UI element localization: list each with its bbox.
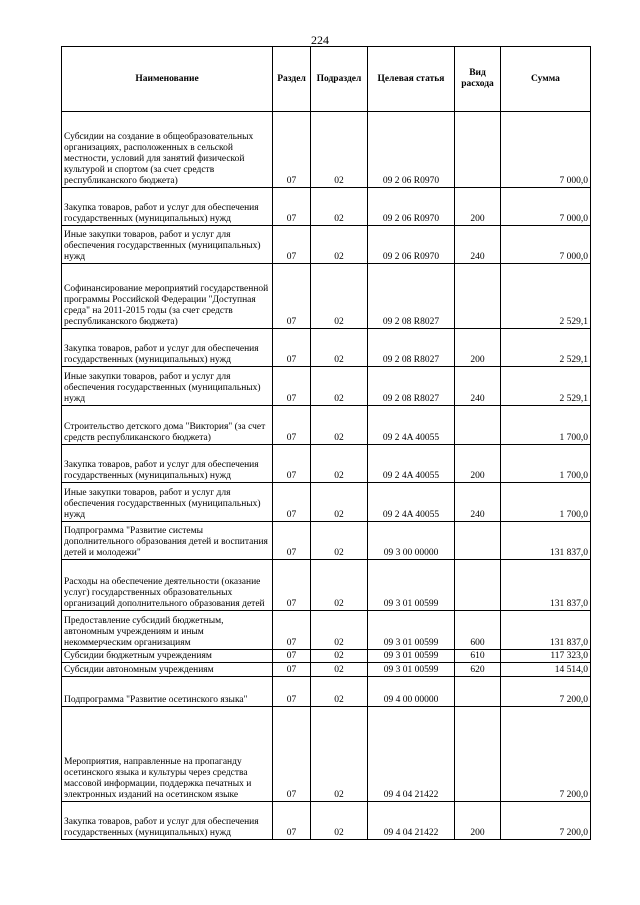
row-target-cell: 09 4 00 00000: [368, 677, 455, 707]
row-subsection-cell: 02: [311, 522, 368, 560]
table-row: [62, 226, 591, 264]
table-row: [62, 445, 591, 483]
row-target-cell: 09 3 00 00000: [368, 522, 455, 560]
page-number: 224: [311, 33, 329, 47]
row-sum-cell: 2 529,1: [501, 367, 591, 406]
row-name-cell: Иные закупки товаров, работ и услуг для обеспечения государственных (муниципальных) нужд: [62, 367, 273, 406]
header-sum: Сумма: [501, 47, 591, 112]
row-section-cell: 07: [273, 264, 311, 329]
table-row: [62, 483, 591, 522]
row-section-cell: 07: [273, 112, 311, 188]
table-row: [62, 406, 591, 445]
row-subsection-cell: 02: [311, 483, 368, 522]
header-subsection: Подраздел: [311, 47, 368, 112]
row-subsection-cell: 02: [311, 188, 368, 226]
row-sum-cell: 7 200,0: [501, 677, 591, 707]
table-row: [62, 560, 591, 611]
row-name-cell: Иные закупки товаров, работ и услуг для обеспечения государственных (муниципальных) нужд: [62, 483, 273, 522]
row-expense-type-cell: 240: [455, 483, 501, 522]
table-row: [62, 367, 591, 406]
row-expense-type-cell: [455, 522, 501, 560]
row-name-cell: Закупка товаров, работ и услуг для обеспечения государственных (муниципальных) нужд: [62, 329, 273, 367]
row-sum-cell: 14 514,0: [501, 663, 591, 677]
header-target: Целевая статья: [368, 47, 455, 112]
row-subsection-cell: 02: [311, 560, 368, 611]
row-sum-cell: 7 000,0: [501, 226, 591, 264]
row-subsection-cell: 02: [311, 802, 368, 840]
table-row: [62, 264, 591, 329]
row-name-cell: Предоставление субсидий бюджетным, автономным учреждениям и иным некоммерческим организациям: [62, 611, 273, 650]
row-section-cell: 07: [273, 677, 311, 707]
row-sum-cell: 7 200,0: [501, 802, 591, 840]
row-section-cell: 07: [273, 560, 311, 611]
row-sum-cell: 7 000,0: [501, 112, 591, 188]
row-sum-cell: 7 000,0: [501, 188, 591, 226]
row-expense-type-cell: [455, 677, 501, 707]
row-expense-type-cell: [455, 406, 501, 445]
row-expense-type-cell: [455, 560, 501, 611]
row-expense-type-cell: 200: [455, 445, 501, 483]
row-target-cell: 09 2 4A 40055: [368, 406, 455, 445]
table-row: [62, 522, 591, 560]
row-subsection-cell: 02: [311, 329, 368, 367]
table-row: [62, 611, 591, 650]
row-subsection-cell: 02: [311, 112, 368, 188]
row-target-cell: 09 2 08 R8027: [368, 264, 455, 329]
table-row: [62, 329, 591, 367]
row-subsection-cell: 02: [311, 611, 368, 650]
row-section-cell: 07: [273, 226, 311, 264]
row-name-cell: Иные закупки товаров, работ и услуг для обеспечения государственных (муниципальных) нужд: [62, 226, 273, 264]
row-name-cell: Субсидии на создание в общеобразовательных организациях, расположенных в сельской местности, условий для занятий физической культурой и спортом (за счет средств республиканского бюджета): [62, 112, 273, 188]
row-subsection-cell: 02: [311, 367, 368, 406]
row-subsection-cell: 02: [311, 226, 368, 264]
row-expense-type-cell: 600: [455, 611, 501, 650]
row-section-cell: 07: [273, 650, 311, 663]
row-sum-cell: 7 200,0: [501, 707, 591, 802]
table-row: [62, 707, 591, 802]
header-expense-type: Вид расхода: [455, 47, 501, 112]
row-target-cell: 09 3 01 00599: [368, 560, 455, 611]
row-target-cell: 09 2 4A 40055: [368, 483, 455, 522]
row-section-cell: 07: [273, 522, 311, 560]
row-target-cell: 09 3 01 00599: [368, 663, 455, 677]
row-subsection-cell: 02: [311, 677, 368, 707]
row-sum-cell: 131 837,0: [501, 560, 591, 611]
table-row: [62, 112, 591, 188]
row-target-cell: 09 4 04 21422: [368, 802, 455, 840]
table-row: [62, 650, 591, 663]
header-section: Раздел: [273, 47, 311, 112]
row-sum-cell: 131 837,0: [501, 611, 591, 650]
row-sum-cell: 2 529,1: [501, 329, 591, 367]
table-row: [62, 677, 591, 707]
row-name-cell: Закупка товаров, работ и услуг для обеспечения государственных (муниципальных) нужд: [62, 445, 273, 483]
row-section-cell: 07: [273, 406, 311, 445]
row-target-cell: 09 2 4A 40055: [368, 445, 455, 483]
row-name-cell: Субсидии автономным учреждениям: [62, 663, 273, 677]
row-expense-type-cell: [455, 264, 501, 329]
row-section-cell: 07: [273, 367, 311, 406]
row-expense-type-cell: 620: [455, 663, 501, 677]
row-target-cell: 09 3 01 00599: [368, 650, 455, 663]
row-sum-cell: 1 700,0: [501, 445, 591, 483]
row-section-cell: 07: [273, 483, 311, 522]
row-section-cell: 07: [273, 611, 311, 650]
row-name-cell: Строительство детского дома "Виктория" (за счет средств республиканского бюджета): [62, 406, 273, 445]
row-expense-type-cell: 610: [455, 650, 501, 663]
table-row: [62, 188, 591, 226]
row-subsection-cell: 02: [311, 707, 368, 802]
row-sum-cell: 117 323,0: [501, 650, 591, 663]
row-name-cell: Закупка товаров, работ и услуг для обеспечения государственных (муниципальных) нужд: [62, 802, 273, 840]
row-expense-type-cell: 200: [455, 802, 501, 840]
row-name-cell: Софинансирование мероприятий государственной программы Российской Федерации "Доступная среда" на 2011-2015 годы (за счет средств республиканского бюджета): [62, 264, 273, 329]
row-name-cell: Подпрограмма "Развитие системы дополнительного образования детей и воспитания детей и молодежи": [62, 522, 273, 560]
row-name-cell: Мероприятия, направленные на пропаганду осетинского языка и культуры через средства массовой информации, поддержка печатных и электронных изданий на осетинском языке: [62, 707, 273, 802]
row-section-cell: 07: [273, 188, 311, 226]
row-subsection-cell: 02: [311, 406, 368, 445]
row-name-cell: Подпрограмма "Развитие осетинского языка": [62, 677, 273, 707]
row-expense-type-cell: 240: [455, 226, 501, 264]
row-sum-cell: 1 700,0: [501, 483, 591, 522]
row-subsection-cell: 02: [311, 650, 368, 663]
row-target-cell: 09 2 08 R8027: [368, 329, 455, 367]
row-target-cell: 09 2 06 R0970: [368, 226, 455, 264]
row-name-cell: Субсидии бюджетным учреждениям: [62, 650, 273, 663]
row-subsection-cell: 02: [311, 663, 368, 677]
row-expense-type-cell: 240: [455, 367, 501, 406]
header-name: Наименование: [62, 47, 273, 112]
row-expense-type-cell: 200: [455, 329, 501, 367]
table-row: [62, 802, 591, 840]
row-sum-cell: 2 529,1: [501, 264, 591, 329]
row-expense-type-cell: [455, 112, 501, 188]
row-target-cell: 09 2 06 R0970: [368, 112, 455, 188]
row-sum-cell: 131 837,0: [501, 522, 591, 560]
table-body: [62, 112, 591, 840]
row-section-cell: 07: [273, 802, 311, 840]
row-subsection-cell: 02: [311, 445, 368, 483]
row-target-cell: 09 4 04 21422: [368, 707, 455, 802]
row-name-cell: Расходы на обеспечение деятельности (оказание услуг) государственных образовательных организаций дополнительного образования детей: [62, 560, 273, 611]
row-sum-cell: 1 700,0: [501, 406, 591, 445]
row-target-cell: 09 3 01 00599: [368, 611, 455, 650]
row-target-cell: 09 2 06 R0970: [368, 188, 455, 226]
row-section-cell: 07: [273, 663, 311, 677]
row-target-cell: 09 2 08 R8027: [368, 367, 455, 406]
table-row: [62, 663, 591, 677]
budget-table: [61, 46, 591, 840]
table-header-row: [62, 47, 591, 112]
row-name-cell: Закупка товаров, работ и услуг для обеспечения государственных (муниципальных) нужд: [62, 188, 273, 226]
row-subsection-cell: 02: [311, 264, 368, 329]
row-expense-type-cell: [455, 707, 501, 802]
row-section-cell: 07: [273, 707, 311, 802]
row-section-cell: 07: [273, 445, 311, 483]
row-expense-type-cell: 200: [455, 188, 501, 226]
row-section-cell: 07: [273, 329, 311, 367]
